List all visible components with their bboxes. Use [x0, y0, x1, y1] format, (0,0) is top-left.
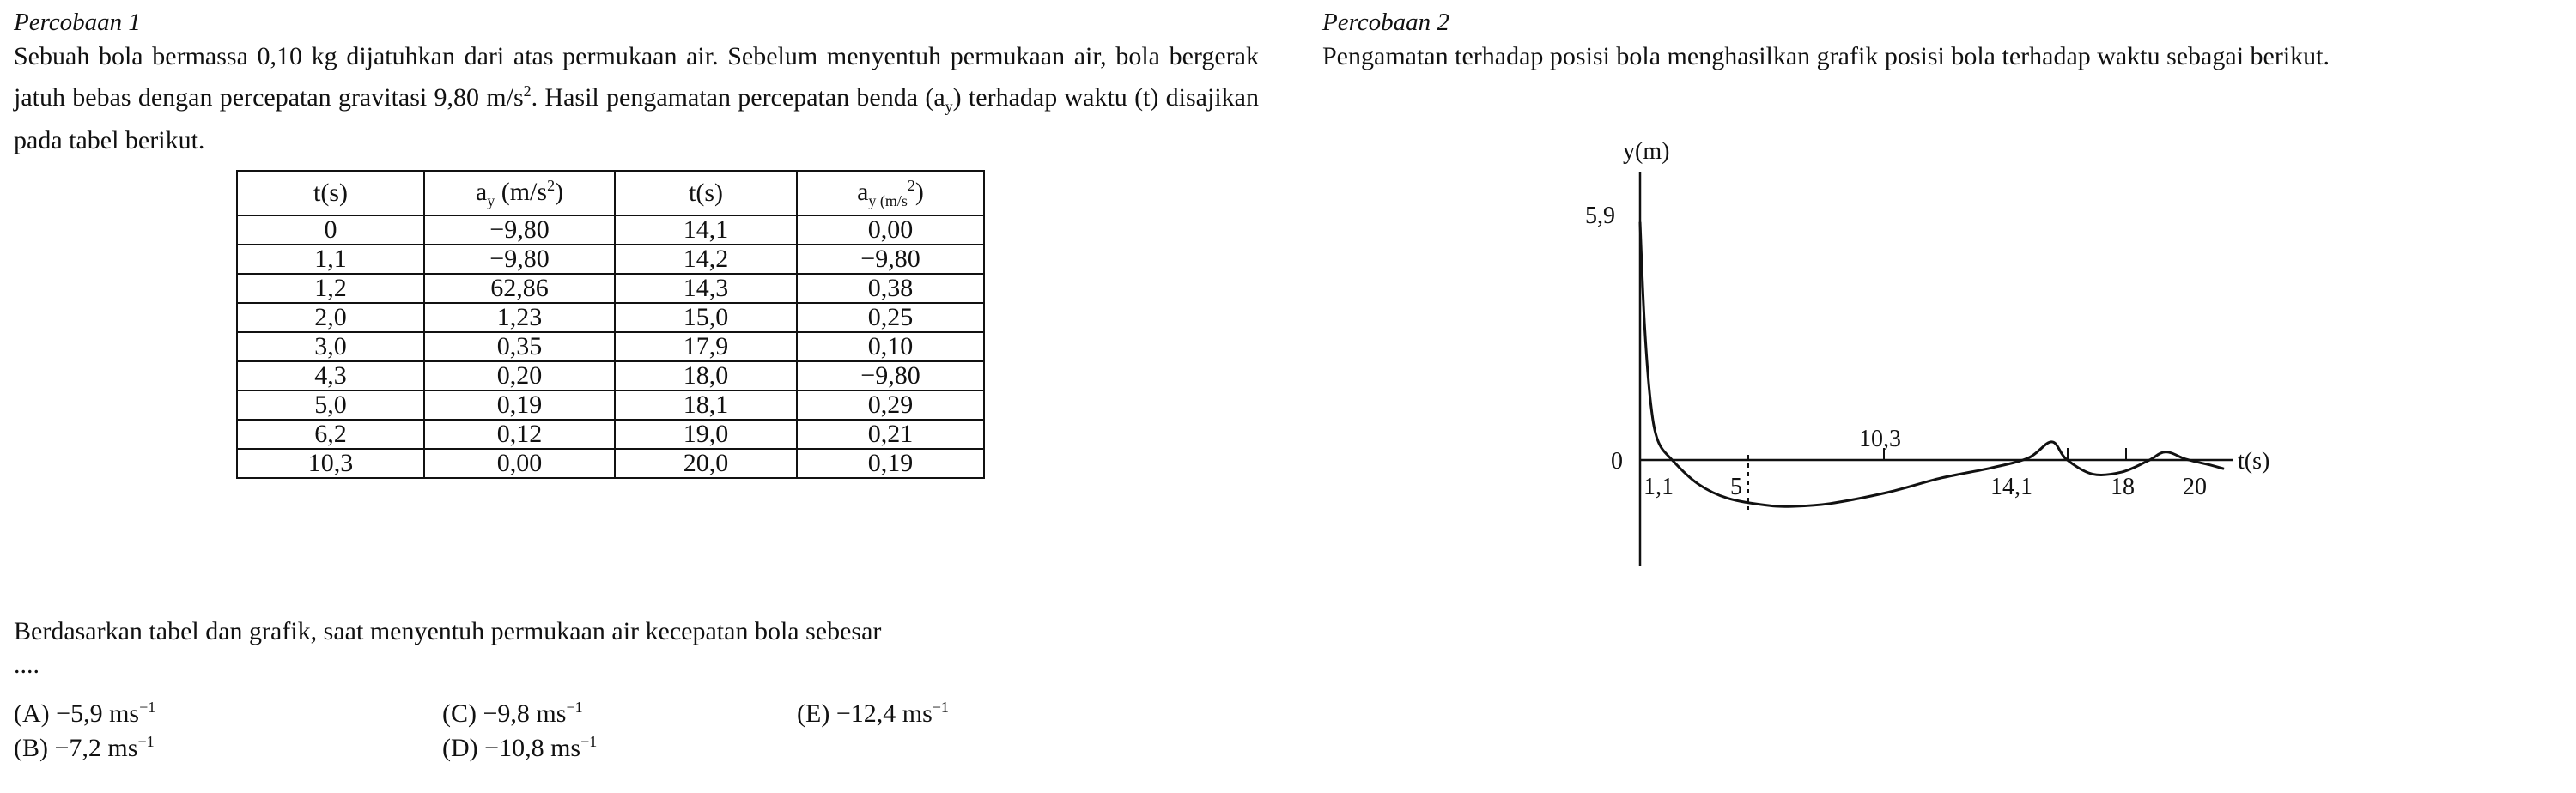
position-curve [1640, 222, 2224, 507]
table-cell: 15,0 [615, 303, 797, 332]
option-e[interactable]: (E) −12,4 $ms^{-1}$ [797, 699, 949, 728]
table-row [237, 303, 984, 332]
y-tick-label-top: 5,9 [1585, 203, 1615, 229]
table-cell: 17,9 [615, 332, 797, 361]
experiment-2-heading: Percobaan 2 [1322, 9, 1449, 36]
table-cell: 0,00 [424, 449, 615, 478]
table-cell: 0,00 [797, 215, 984, 245]
option-b[interactable]: (B) −7,2 $ms^{-1}$ [14, 733, 155, 762]
table-row [237, 215, 984, 245]
table-cell: 0,12 [424, 420, 615, 449]
table-cell: 0,35 [424, 332, 615, 361]
table-header-row [237, 171, 984, 215]
acceleration-table [236, 170, 985, 479]
table-cell: 1,1 [237, 245, 424, 274]
header-ay-2: $a_{y (m/s}^2$) [797, 171, 984, 215]
table-cell: −9,80 [424, 215, 615, 245]
header-ay-1: $a_y$ $(m/s^2)$ [424, 171, 615, 215]
header-t-1: t(s) [237, 171, 424, 215]
table-cell: 14,2 [615, 245, 797, 274]
table-cell: 0 [237, 215, 424, 245]
table-cell: 0,10 [797, 332, 984, 361]
header-t-2: t(s) [615, 171, 797, 215]
t-label-20: 20 [2183, 474, 2207, 500]
table-cell: 5,0 [237, 390, 424, 420]
table-row [237, 245, 984, 274]
table-row [237, 420, 984, 449]
table-cell: 18,1 [615, 390, 797, 420]
table-cell: 0,19 [424, 390, 615, 420]
table-cell: 0,29 [797, 390, 984, 420]
table-cell: 62,86 [424, 274, 615, 303]
table-cell: 4,3 [237, 361, 424, 390]
t-label-10-3: 10,3 [1859, 426, 1901, 452]
table-row [237, 390, 984, 420]
table-cell: 10,3 [237, 449, 424, 478]
option-c[interactable]: (C) −9,8 $ms^{-1}$ [442, 699, 583, 728]
table-cell: 18,0 [615, 361, 797, 390]
experiment-1-text: Sebuah bola bermassa 0,10 kg dijatuhkan dari atas permukaan air. Sebelum menyentuh permukaan air, bola bergerak jatuh bebas dengan percepatan gravitasi 9,80 $m/s^2$. Hasil pengamatan percepatan benda $(a_y)$ terhadap waktu (t) disajikan pada tabel berikut. [14, 42, 1259, 154]
question-ellipsis: .... [14, 651, 39, 679]
t-label-14-1: 14,1 [1990, 474, 2032, 500]
table-row [237, 274, 984, 303]
experiment-2-text: Pengamatan terhadap posisi bola menghasilkan grafik posisi bola terhadap waktu sebagai berikut. [1322, 42, 2330, 70]
table-row [237, 361, 984, 390]
table-cell: 0,19 [797, 449, 984, 478]
experiment-2-section [1322, 7, 2559, 74]
table-cell: 0,21 [797, 420, 984, 449]
table-cell: 0,38 [797, 274, 984, 303]
y-axis-label: y(m) [1623, 138, 1670, 165]
position-time-graph [1580, 129, 2318, 575]
table-cell: 0,25 [797, 303, 984, 332]
table-row [237, 332, 984, 361]
table-cell: 1,2 [237, 274, 424, 303]
table-cell: 19,0 [615, 420, 797, 449]
table-cell: 3,0 [237, 332, 424, 361]
t-label-1-1: 1,1 [1643, 474, 1674, 500]
table-row [237, 449, 984, 478]
table-cell: 20,0 [615, 449, 797, 478]
table-cell: −9,80 [797, 361, 984, 390]
t-label-18: 18 [2111, 474, 2135, 500]
experiment-1-heading: Percobaan 1 [14, 9, 141, 36]
table-cell: 6,2 [237, 420, 424, 449]
table-cell: −9,80 [797, 245, 984, 274]
question-text: Berdasarkan tabel dan grafik, saat menyentuh permukaan air kecepatan bola sebesar [14, 617, 882, 645]
experiment-1-section [14, 7, 1259, 158]
x-axis-label: t(s) [2238, 448, 2270, 475]
option-d[interactable]: (D) −10,8 $ms^{-1}$ [442, 733, 598, 762]
table-cell: 1,23 [424, 303, 615, 332]
table-cell: 0,20 [424, 361, 615, 390]
origin-label: 0 [1611, 448, 1623, 475]
table-cell: 14,3 [615, 274, 797, 303]
table-cell: −9,80 [424, 245, 615, 274]
table-cell: 2,0 [237, 303, 424, 332]
table-cell: 14,1 [615, 215, 797, 245]
option-a[interactable]: (A) −5,9 $ms^{-1}$ [14, 699, 156, 728]
t-label-5: 5 [1730, 474, 1742, 500]
